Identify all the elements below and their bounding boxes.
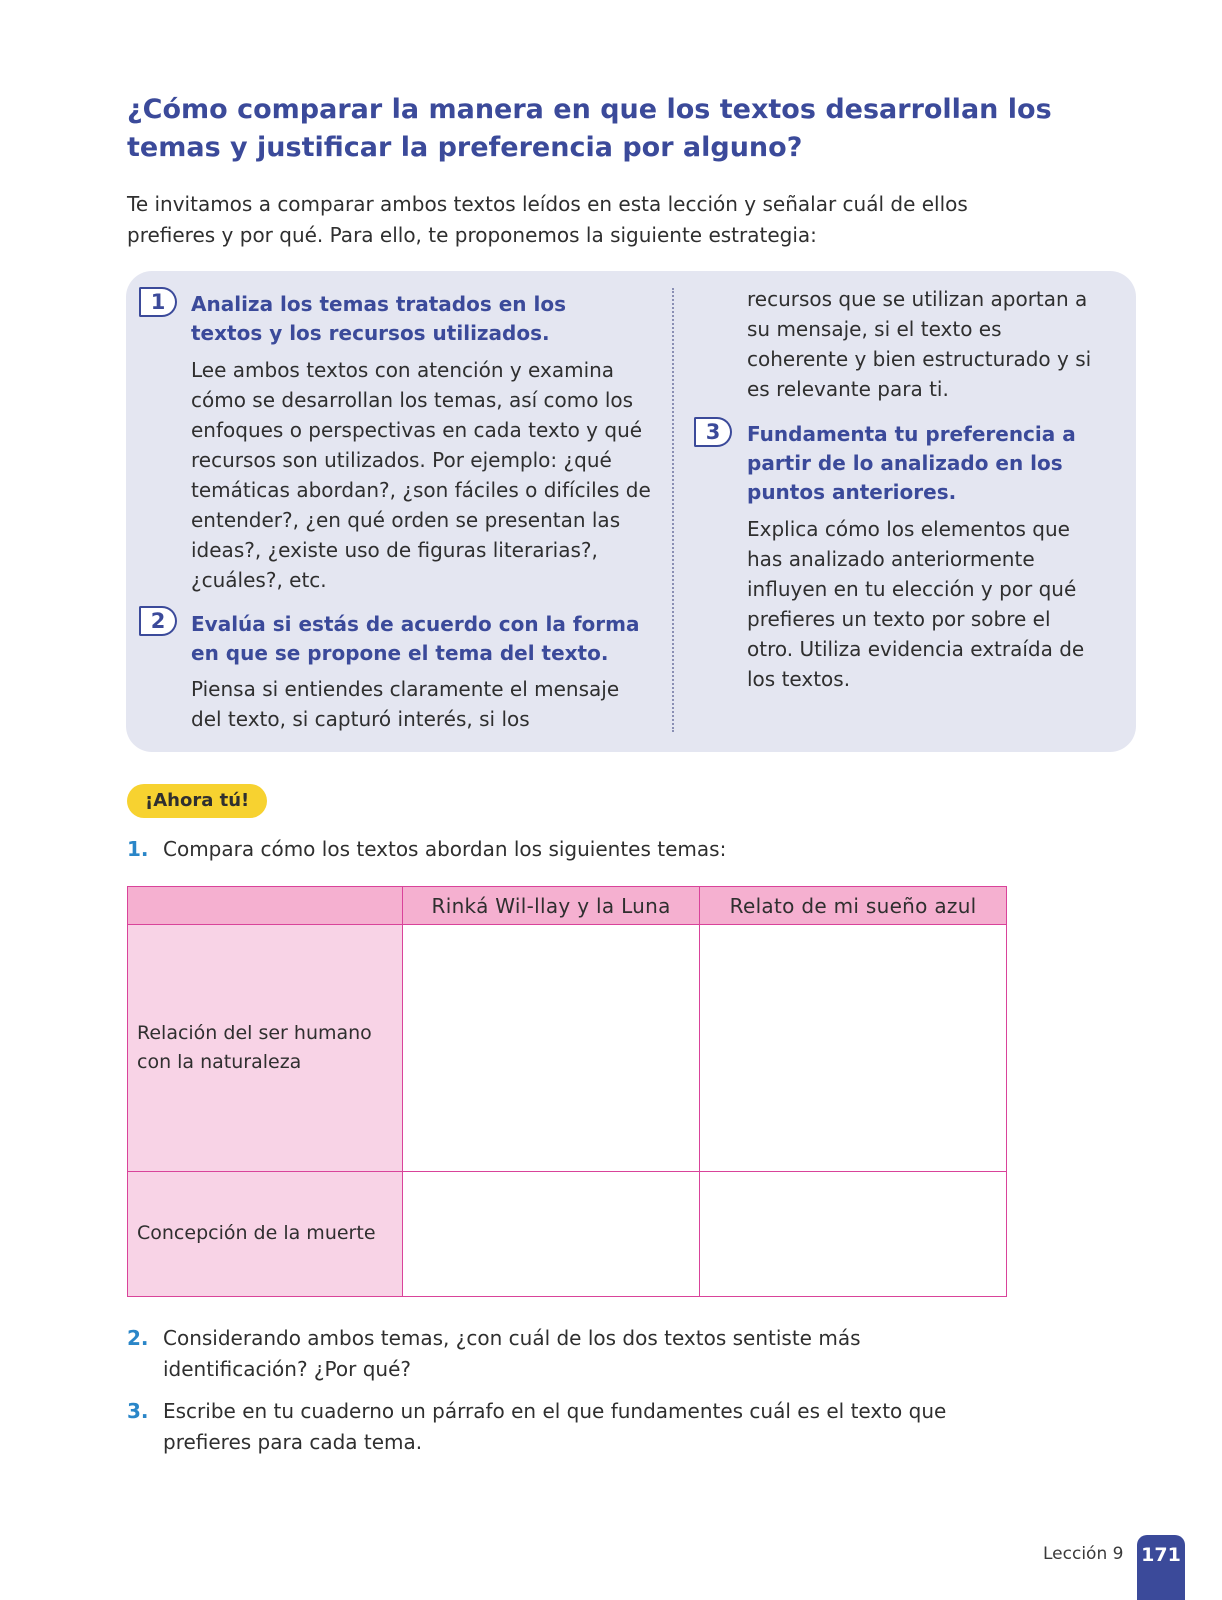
step-2-body: Piensa si entiendes claramente el mensaje del texto, si capturó interés, si los (191, 677, 620, 731)
step-2-body-continued: recursos que se utilizan aportan a su mensaje, si el texto es coherente y bien estructurado y si es relevante para ti. (747, 287, 1092, 401)
question-2-number: 2. (127, 1326, 149, 1350)
step-2-heading: Evalúa si estás de acuerdo con la forma en que se propone el tema del texto. (191, 612, 640, 665)
step-number-2: 2 (139, 606, 177, 636)
table-row-head: Concepción de la muerte (128, 1171, 403, 1296)
table-header-empty (128, 887, 403, 925)
table-header-row (128, 887, 1007, 925)
table-row-head: Relación del ser humano con la naturaleza (128, 925, 403, 1172)
question-2-text: Considerando ambos temas, ¿con cuál de los dos textos sentiste más identificación? ¿Por qué? (163, 1326, 861, 1381)
intro-paragraph: Te invitamos a comparar ambos textos leídos en esta lección y señalar cuál de ellos prefieres y por qué. Para ello, te proponemos la siguiente estrategia: (127, 192, 968, 247)
question-3-number: 3. (127, 1399, 149, 1423)
answer-cell[interactable] (403, 925, 700, 1172)
step-number-3: 3 (694, 417, 732, 447)
question-3-text: Escribe en tu cuaderno un párrafo en el que fundamentes cuál es el texto que prefieres para cada tema. (163, 1399, 947, 1454)
step-1-body: Lee ambos textos con atención y examina cómo se desarrollan los temas, así como los enfoques o perspectivas en cada texto y qué recursos son utilizados. Por ejemplo: ¿qué temáticas abordan?, ¿son fáciles o difíciles de entender?, ¿en qué orden se presentan las ideas?, ¿existe uso de figuras literarias?, ¿cuáles?, etc. (191, 358, 651, 592)
question-1-number: 1. (127, 837, 149, 861)
step-number-1: 1 (139, 287, 177, 317)
column-divider (672, 288, 674, 732)
page-title: ¿Cómo comparar la manera en que los textos desarrollan los temas y justificar la preferencia por alguno? (127, 94, 1052, 163)
table-header-col-2: Relato de mi sueño azul (700, 887, 1007, 925)
step-3-body: Explica cómo los elementos que has analizado anteriormente influyen en tu elección y por qué prefieres un texto por sobre el otro. Utiliza evidencia extraída de los textos. (747, 517, 1085, 691)
answer-cell[interactable] (700, 1171, 1007, 1296)
step-1-heading: Analiza los temas tratados en los textos y los recursos utilizados. (191, 292, 566, 345)
answer-cell[interactable] (403, 1171, 700, 1296)
table-row (128, 1171, 1007, 1296)
step-3-heading: Fundamenta tu preferencia a partir de lo analizado en los puntos anteriores. (747, 422, 1076, 504)
page-number: 171 (1137, 1535, 1185, 1600)
comparison-table (127, 886, 1007, 1297)
table-row (128, 925, 1007, 1172)
table-header-col-1: Rinká Wil-llay y la Luna (403, 887, 700, 925)
lesson-label: Lección 9 (1043, 1544, 1124, 1564)
question-1-text: Compara cómo los textos abordan los siguientes temas: (163, 837, 727, 861)
answer-cell[interactable] (700, 925, 1007, 1172)
ahora-tu-badge: ¡Ahora tú! (127, 784, 267, 818)
